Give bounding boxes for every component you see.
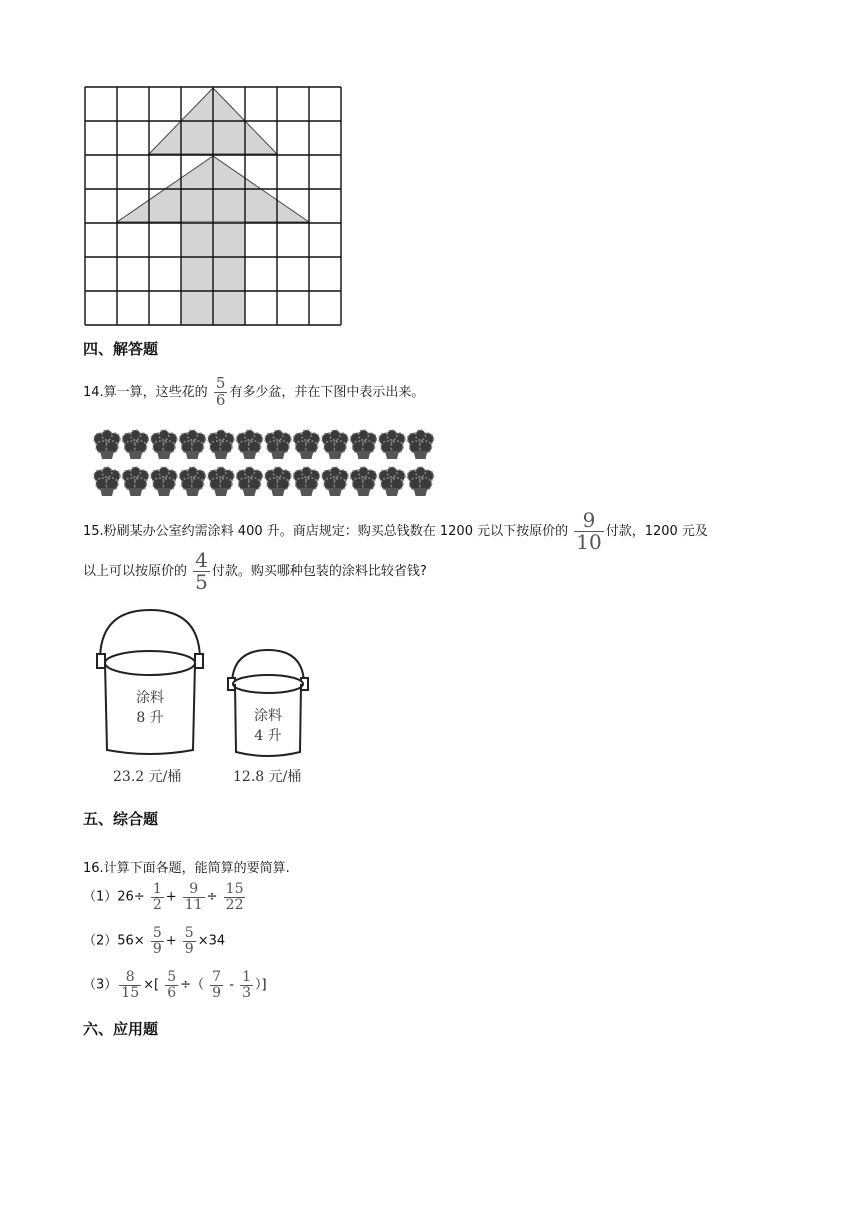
q16-p3-op-1: ×[ — [143, 977, 164, 993]
small-bucket-price: 12.8 元/桶 — [233, 769, 302, 785]
large-bucket-icon — [97, 610, 203, 754]
flower-pot-icon — [265, 430, 291, 459]
q16-part-1 — [83, 882, 247, 912]
fraction-5-6-b: $\frac{5}{6}$ — [167, 969, 177, 1001]
flower-pot-icon — [322, 467, 348, 496]
flower-pot-icon — [408, 467, 434, 496]
q16-p2-label: （2）56× — [83, 933, 149, 949]
large-bucket-label — [120, 688, 180, 729]
small-bucket-label — [238, 706, 298, 747]
large-bucket-price: 23.2 元/桶 — [113, 769, 182, 785]
large-bucket-label-line-2: 8 升 — [136, 710, 164, 727]
q16-part-3 — [83, 970, 267, 1000]
flower-pot-icon — [123, 430, 149, 459]
section-6-heading: 六、应用题 — [83, 1020, 159, 1038]
flower-pot-icon — [180, 467, 206, 496]
fraction-7-9: $\frac{7}{9}$ — [212, 969, 222, 1001]
flower-pot-icon — [123, 467, 149, 496]
flower-pot-icon — [151, 467, 177, 496]
flower-pots-image — [93, 426, 438, 500]
flower-pot-icon — [322, 430, 348, 459]
q16-p3-op-4: ）] — [254, 977, 267, 993]
q15-text-4: 付款。购买哪种包装的涂料比较省钱? — [211, 564, 427, 579]
grid-arrow-figure — [84, 86, 344, 328]
q14-text-prefix: 14.算一算，这些花的 — [83, 384, 212, 400]
question-15-line-2 — [83, 550, 427, 593]
flower-pot-icon — [94, 430, 120, 459]
q16-p3-op-3: - — [225, 977, 239, 993]
q16-p1-op-2: ÷ — [206, 889, 222, 905]
small-bucket-label-line-2: 4 升 — [254, 728, 282, 745]
fraction-5-6: $\frac{5}{6}$ — [215, 374, 226, 409]
question-14 — [83, 376, 424, 409]
q16-p3-op-2: ÷（ — [180, 977, 209, 993]
small-bucket-label-line-1: 涂料 — [254, 708, 282, 724]
fraction-9-10: $\frac{9}{10}$ — [576, 508, 602, 554]
flower-pot-icon — [180, 430, 206, 459]
fraction-9-11: $\frac{9}{11}$ — [184, 881, 203, 913]
q16-p2-op-2: ×34 — [197, 933, 226, 949]
flower-pot-icon — [379, 430, 405, 459]
grid-lines — [85, 87, 341, 325]
q16-p3-label: （3） — [83, 977, 118, 993]
flower-pot-icon — [351, 430, 377, 459]
fraction-8-15: $\frac{8}{15}$ — [121, 969, 140, 1001]
flower-pot-icon — [151, 430, 177, 459]
flower-pot-icon — [237, 467, 263, 496]
q15-text-2: 付款，1200 元及 — [605, 524, 708, 539]
fraction-5-9-a: $\frac{5}{9}$ — [152, 925, 162, 957]
flower-pot-icon — [208, 430, 234, 459]
fraction-4-5: $\frac{4}{5}$ — [195, 548, 208, 594]
section-4-heading: 四、解答题 — [83, 340, 159, 358]
fraction-5-9-b: $\frac{5}{9}$ — [184, 925, 194, 957]
question-16-intro: 16.计算下面各题，能简算的要简算. — [83, 861, 290, 876]
flower-pot-icon — [237, 430, 263, 459]
fraction-15-22: $\frac{15}{22}$ — [225, 881, 244, 913]
flower-pot-icon — [294, 467, 320, 496]
q16-p1-op-1: + — [165, 889, 181, 905]
q14-text-suffix: 有多少盆，并在下图中表示出来。 — [229, 384, 425, 400]
question-15-line-1 — [83, 510, 708, 553]
fraction-1-2: $\frac{1}{2}$ — [152, 881, 162, 913]
q15-text-1: 15.粉刷某办公室约需涂料 400 升。商店规定：购买总钱数在 1200 元以下按原价的 — [83, 524, 573, 539]
flower-pot-icon — [351, 467, 377, 496]
q16-p1-label: （1）26÷ — [83, 889, 149, 905]
section-5-heading: 五、综合题 — [83, 810, 159, 828]
flower-pot-icon — [379, 467, 405, 496]
fraction-1-3: $\frac{1}{3}$ — [242, 969, 251, 1001]
large-bucket-label-line-1: 涂料 — [136, 690, 164, 706]
flower-pot-icon — [408, 430, 434, 459]
q15-text-3: 以上可以按原价的 — [83, 564, 192, 579]
flower-pot-icon — [94, 467, 120, 496]
flower-pot-icon — [208, 467, 234, 496]
q16-p2-op-1: + — [165, 933, 181, 949]
flower-pot-icon — [265, 467, 291, 496]
flower-pot-icon — [294, 430, 320, 459]
q16-part-2 — [83, 926, 225, 956]
